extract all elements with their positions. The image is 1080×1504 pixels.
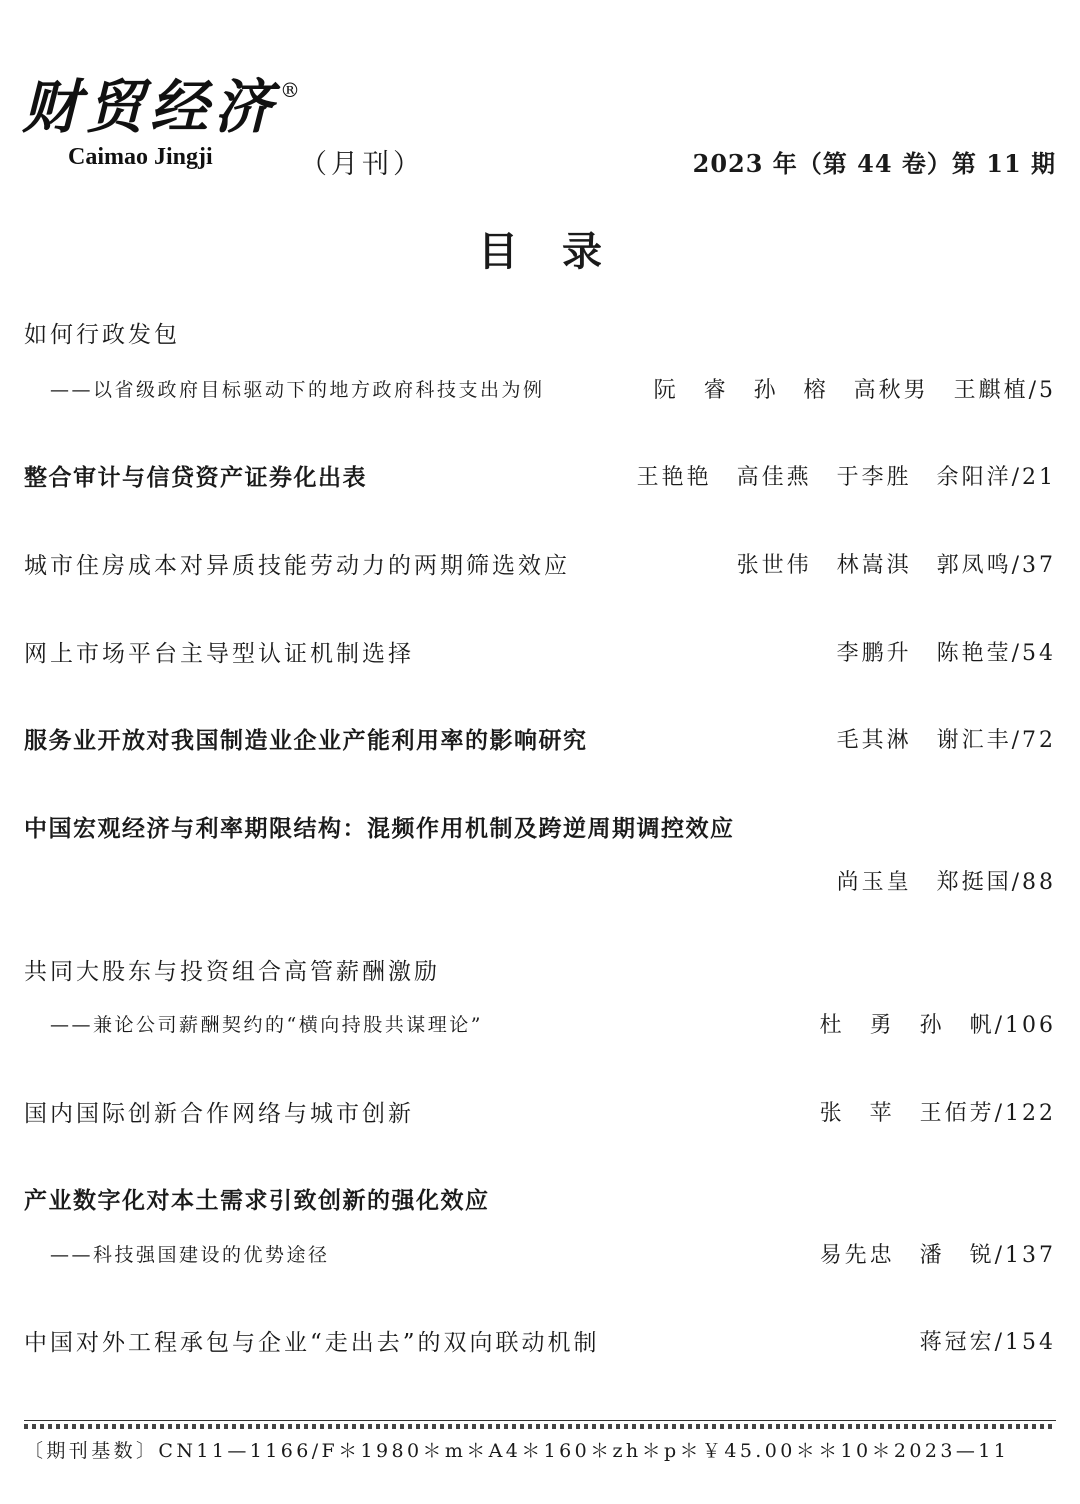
- toc-entry-title[interactable]: 国内国际创新合作网络与城市创新: [24, 1100, 414, 1127]
- registered-mark: ®: [280, 78, 307, 102]
- toc-entry-1[interactable]: [24, 314, 1056, 350]
- journal-logo: [22, 73, 307, 141]
- toc-entry-5[interactable]: [24, 720, 1056, 756]
- toc-entry-authors: 阮 睿 孙 榕 高秋男 王麒植/5: [653, 377, 1056, 403]
- toc-entry-subtitle: ——科技强国建设的优势途径: [50, 1243, 330, 1266]
- toc-entry-title[interactable]: 城市住房成本对异质技能劳动力的两期筛选效应: [24, 552, 570, 579]
- toc-entry-6[interactable]: [24, 808, 1056, 844]
- toc-entry-4[interactable]: [24, 633, 1056, 669]
- toc-entry-authors: 张 苹 王佰芳/122: [819, 1100, 1056, 1126]
- toc-entry-authors: 尚玉皇 郑挺国/88: [836, 869, 1056, 895]
- toc-entry-authors: 张世伟 林嵩淇 郭凤鸣/37: [736, 552, 1056, 578]
- toc-entry-title[interactable]: 共同大股东与投资组合高管薪酬激励: [24, 958, 440, 985]
- toc-entry-authors: 王艳艳 高佳燕 于李胜 余阳洋/21: [636, 464, 1056, 490]
- toc-entry-title[interactable]: 中国宏观经济与利率期限结构：混频作用机制及跨逆周期调控效应: [24, 814, 735, 842]
- toc-entry-7-sub: [24, 1005, 1056, 1041]
- toc-entry-authors: 杜 勇 孙 帆/106: [819, 1012, 1056, 1038]
- toc-title: 目录: [478, 229, 646, 275]
- footer-catalog-info: 〔期刊基数〕CN11—1166/F＊1980＊m＊A4＊160＊zh＊p＊￥45.00＊＊10＊2023—11: [24, 1440, 1010, 1462]
- toc-entry-title[interactable]: 中国对外工程承包与企业“走出去”的双向联动机制: [24, 1329, 600, 1356]
- toc-entry-authors: 易先忠 潘 锐/137: [819, 1242, 1056, 1268]
- toc-entry-7[interactable]: [24, 951, 1056, 987]
- toc-entry-10[interactable]: [24, 1322, 1056, 1358]
- toc-entry-title[interactable]: 产业数字化对本土需求引致创新的强化效应: [24, 1186, 490, 1214]
- toc-entry-9-sub: [24, 1235, 1056, 1271]
- journal-pinyin: Caimao Jingji: [68, 144, 213, 170]
- publication-frequency: （月刊）: [300, 149, 424, 180]
- toc-entry-1-sub: [24, 370, 1056, 406]
- toc-entry-title[interactable]: 整合审计与信贷资产证券化出表: [24, 463, 367, 491]
- issue-info: 2023 年（第 44 卷）第 11 期: [692, 149, 1056, 178]
- toc-entry-3[interactable]: [24, 545, 1056, 581]
- toc-entry-authors: 毛其淋 谢汇丰/72: [836, 727, 1056, 753]
- toc-entry-2[interactable]: [24, 457, 1056, 493]
- toc-entry-authors: 李鹏升 陈艳莹/54: [836, 640, 1056, 666]
- toc-entry-title[interactable]: 服务业开放对我国制造业企业产能利用率的影响研究: [24, 726, 588, 754]
- journal-logo-text: 财贸经济: [22, 73, 279, 141]
- toc-entry-title[interactable]: 网上市场平台主导型认证机制选择: [24, 640, 414, 667]
- toc-entry-9[interactable]: [24, 1180, 1056, 1216]
- toc-entry-8[interactable]: [24, 1093, 1056, 1129]
- toc-entry-6-authors: [24, 862, 1056, 898]
- toc-entry-subtitle: ——兼论公司薪酬契约的“横向持股共谋理论”: [50, 1013, 483, 1036]
- footer-divider: [24, 1420, 1056, 1432]
- toc-entry-subtitle: ——以省级政府目标驱动下的地方政府科技支出为例: [50, 378, 545, 401]
- toc-entry-title[interactable]: 如何行政发包: [24, 321, 180, 348]
- toc-entry-authors: 蒋冠宏/154: [919, 1329, 1056, 1355]
